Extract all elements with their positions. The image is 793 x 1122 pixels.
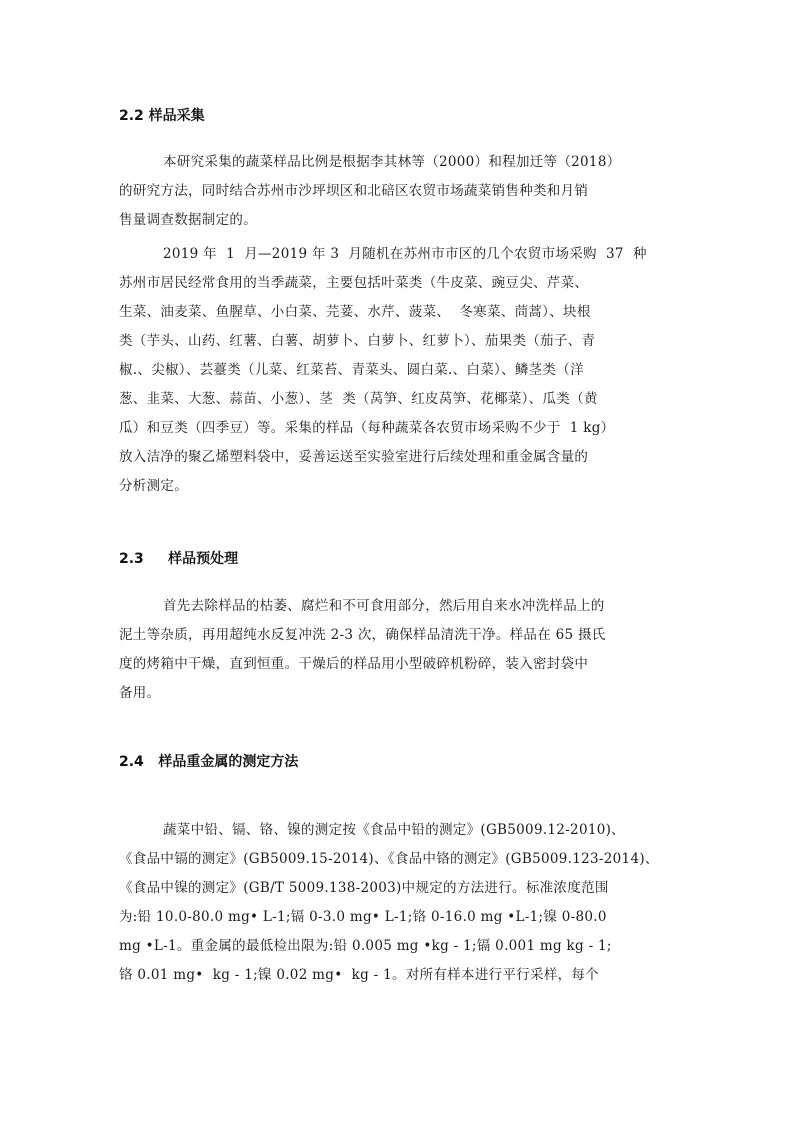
- text-line: 铬 0.01 mg• kg - 1;镍 0.02 mg• kg - 1。对所有样本进行平行采样，每个: [119, 967, 600, 983]
- text-line: 《食品中镉的测定》(GB5009.15-2014)、《食品中铬的测定》(GB5009.123-2014)、: [119, 851, 659, 867]
- text-line: 分析测定。: [119, 478, 188, 494]
- paragraph-2-2-2: [119, 240, 679, 501]
- text-line: 为:铅 10.0-80.0 mg• L-1;镉 0-3.0 mg• L-1;铬 0-16.0 mg •L-1;镍 0-80.0: [119, 909, 607, 925]
- text-line: 蔬菜中铅、镉、铬、镍的测定按《食品中铅的测定》(GB5009.12-2010)、: [163, 822, 625, 838]
- text-line: 2019 年 1 月—2019 年 3 月随机在苏州市市区的几个农贸市场采购 37 种: [163, 246, 647, 262]
- text-line: 备用。: [119, 685, 161, 701]
- text-line: 生菜、油麦菜、鱼腥草、小白菜、芫荽、水芹、菠菜、 冬寒菜、茼蒿）、块根: [119, 304, 591, 320]
- text-line: 本研究采集的蔬菜样品比例是根据李其林等（2000）和程加迁等（2018）: [163, 154, 621, 170]
- section-heading-2-3: 2.3 样品预处理: [119, 551, 239, 567]
- paragraph-2-2-1: [119, 148, 679, 235]
- text-line: 首先去除样品的枯萎、腐烂和不可食用部分，然后用自来水冲洗样品上的: [163, 598, 605, 614]
- text-line: 瓜）和豆类（四季豆）等。采集的样品（每种蔬菜各农贸市场采购不少于 1 kg）: [119, 420, 615, 436]
- text-line: mg •L-1。重金属的最低检出限为:铅 0.005 mg •kg - 1;镉 0.001 mg kg - 1;: [119, 938, 612, 954]
- paragraph-2-4-1: [119, 816, 679, 990]
- text-line: 售量调查数据制定的。: [119, 212, 257, 228]
- text-line: 的研究方法，同时结合苏州市沙坪坝区和北碚区农贸市场蔬菜销售种类和月销: [119, 183, 589, 199]
- text-line: 苏州市居民经常食用的当季蔬菜，主要包括叶菜类（牛皮菜、豌豆尖、芹菜、: [119, 275, 589, 291]
- text-line: 椒.、尖椒）、芸薹类（儿菜、红菜苔、青菜头、圆白菜.、白菜）、鳞茎类（洋: [119, 362, 584, 378]
- section-heading-2-4: 2.4 样品重金属的测定方法: [119, 754, 299, 770]
- text-line: 度的烤箱中干燥，直到恒重。干燥后的样品用小型破碎机粉碎，装入密封袋中: [119, 656, 589, 672]
- text-line: 《食品中镍的测定》(GB/T 5009.138-2003)中规定的方法进行。标准浓度范围: [119, 880, 609, 896]
- text-line: 泥土等杂质，再用超纯水反复冲洗 2-3 次，确保样品清洗干净。样品在 65 摄氏: [119, 627, 606, 643]
- text-line: 放入洁净的聚乙烯塑料袋中，妥善运送至实验室进行后续处理和重金属含量的: [119, 449, 589, 465]
- text-line: 类（芋头、山药、红薯、白薯、胡萝卜、白萝卜、红萝卜）、茄果类（茄子、青: [119, 333, 596, 349]
- section-heading-2-2: 2.2 样品采集: [119, 108, 205, 124]
- paragraph-2-3-1: [119, 592, 679, 708]
- text-line: 葱、韭菜、大葱、蒜苗、小葱）、茎 类（莴笋、红皮莴笋、花椰菜）、瓜类（黄: [119, 391, 598, 407]
